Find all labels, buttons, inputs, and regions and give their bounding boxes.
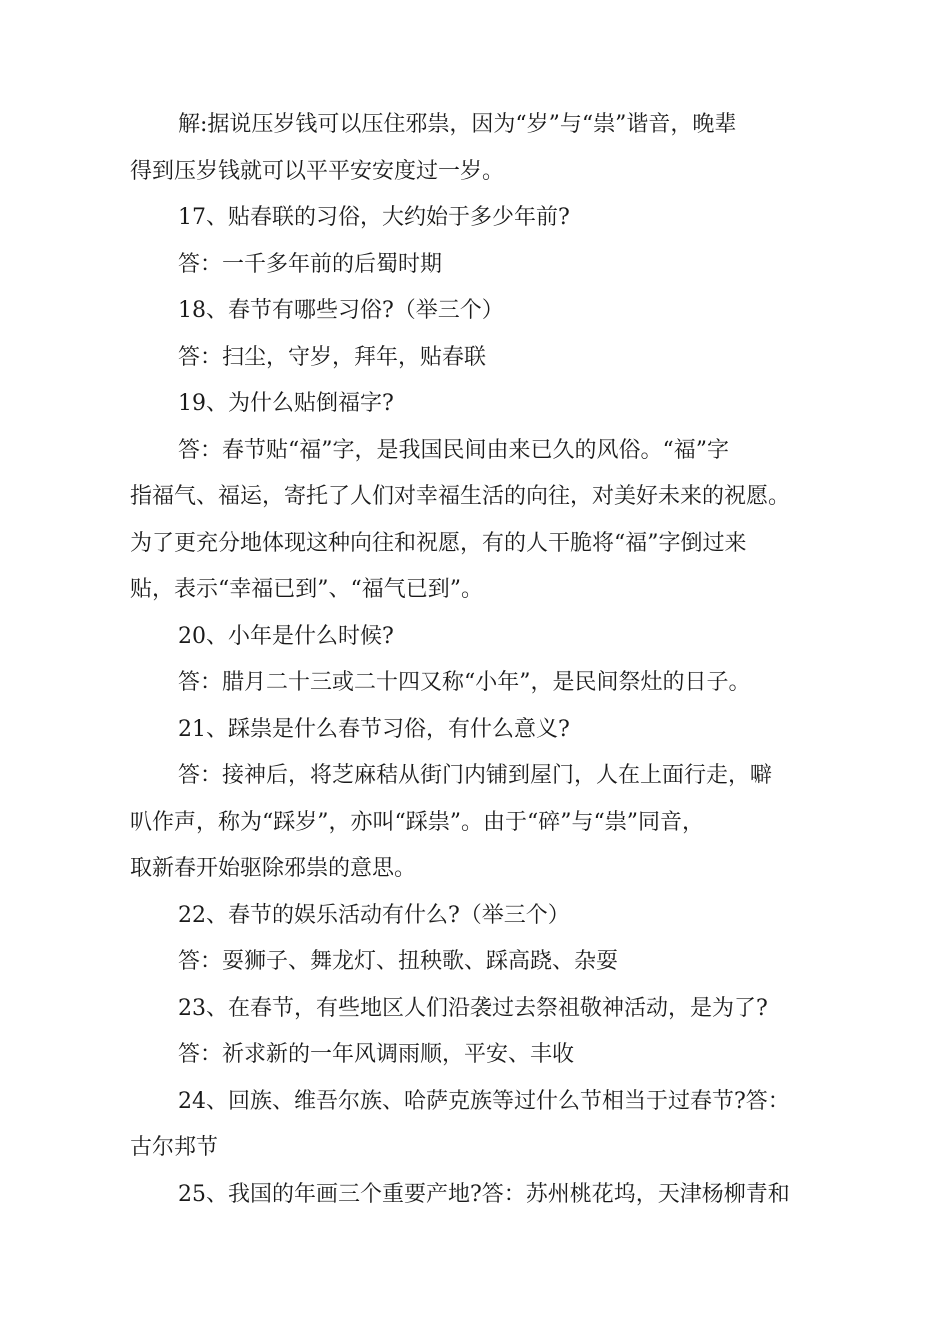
text-line: 叭作声，称为“踩岁”，亦叫“踩祟”。由于“碎”与“祟”同音， bbox=[130, 809, 704, 835]
text-line: 解:据说压岁钱可以压住邪祟，因为“岁”与“祟”谐音，晚辈 bbox=[178, 112, 737, 137]
text-line: 答：耍狮子、舞龙灯、扭秧歌、踩高跷、杂耍 bbox=[178, 949, 619, 974]
paragraph bbox=[130, 660, 830, 707]
paragraph bbox=[130, 102, 830, 195]
text-line: 取新春开始驱除邪祟的意思。 bbox=[130, 856, 417, 881]
text-line: 答：腊月二十三或二十四又称“小年”，是民间祭灶的日子。 bbox=[178, 670, 751, 695]
text-line: 古尔邦节 bbox=[130, 1135, 219, 1160]
text-line: 24、回族、维吾尔族、哈萨克族等过什么节相当于过春节?答： bbox=[178, 1088, 790, 1114]
text-line: 22、春节的娱乐活动有什么?（举三个） bbox=[178, 902, 570, 928]
text-line: 答：春节贴“福”字，是我国民间由来已久的风俗。“福”字 bbox=[178, 437, 729, 463]
paragraph bbox=[130, 288, 830, 335]
text-line: 18、春节有哪些习俗?（举三个） bbox=[178, 298, 504, 323]
paragraph bbox=[130, 1172, 830, 1219]
text-line: 21、踩祟是什么春节习俗，有什么意义? bbox=[178, 716, 570, 742]
paragraph bbox=[130, 1079, 830, 1172]
text-line: 答：祈求新的一年风调雨顺，平安、丰收 bbox=[178, 1042, 575, 1067]
text-line: 17、贴春联的习俗，大约始于多少年前? bbox=[178, 205, 570, 230]
paragraph bbox=[130, 986, 830, 1033]
paragraph bbox=[130, 335, 830, 382]
text-line: 23、在春节，有些地区人们沿袭过去祭祖敬神活动，是为了? bbox=[178, 995, 768, 1021]
paragraph bbox=[130, 753, 830, 893]
paragraph bbox=[130, 939, 830, 986]
text-line: 贴，表示“幸福已到”、“福气已到”。 bbox=[130, 577, 483, 602]
text-line: 答：接神后，将芝麻秸从街门内铺到屋门，人在上面行走，噼 bbox=[178, 763, 773, 788]
text-line: 答：扫尘，守岁，拜年，贴春联 bbox=[178, 344, 487, 370]
text-line: 25、我国的年画三个重要产地?答：苏州桃花坞，天津杨柳青和 bbox=[178, 1181, 790, 1207]
text-line: 答：一千多年前的后蜀时期 bbox=[178, 251, 443, 277]
paragraph bbox=[130, 893, 830, 940]
text-line: 得到压岁钱就可以平平安安度过一岁。 bbox=[130, 158, 505, 184]
paragraph bbox=[130, 242, 830, 289]
paragraph bbox=[130, 1032, 830, 1079]
text-line: 为了更充分地体现这种向往和祝愿，有的人干脆将“福”字倒过来 bbox=[130, 530, 747, 556]
paragraph bbox=[130, 428, 830, 614]
text-line: 20、小年是什么时候? bbox=[178, 623, 394, 649]
paragraph bbox=[130, 707, 830, 754]
paragraph bbox=[130, 195, 830, 242]
text-line: 19、为什么贴倒福字? bbox=[178, 391, 394, 416]
paragraph bbox=[130, 614, 830, 661]
text-line: 指福气、福运，寄托了人们对幸福生活的向往，对美好未来的祝愿。 bbox=[130, 484, 791, 509]
paragraph bbox=[130, 381, 830, 428]
